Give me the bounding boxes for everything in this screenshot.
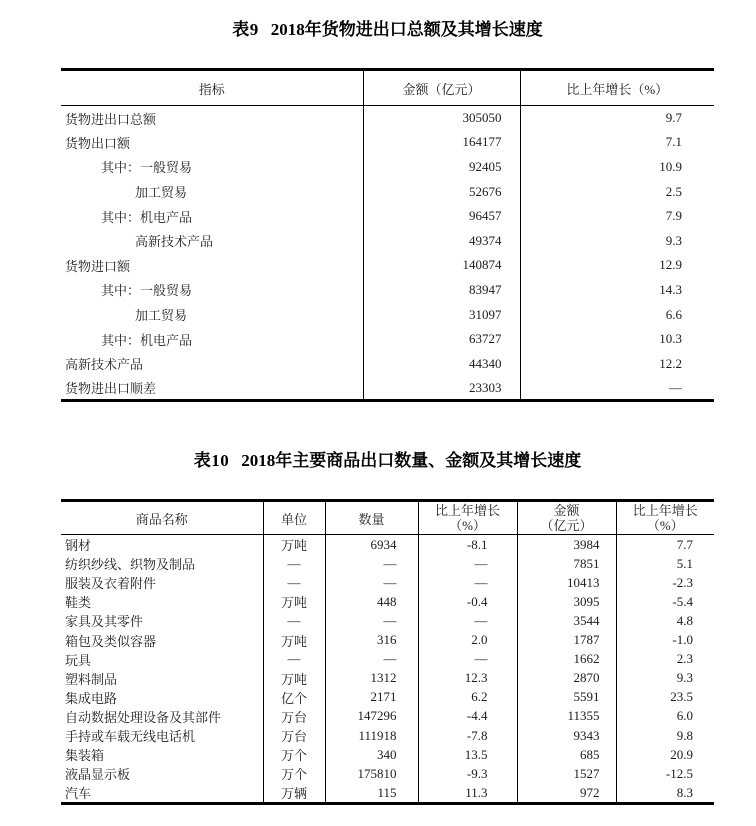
unit-cell: 万吨: [263, 669, 325, 688]
table9-title-text: 2018年货物进出口总额及其增长速度: [270, 20, 543, 39]
quantity-growth-header: 比上年增长 （%）: [418, 501, 517, 535]
indicator-cell: 其中：一般贸易: [101, 160, 193, 176]
table-row: [61, 554, 714, 573]
quantity-cell: —: [325, 650, 418, 669]
quantity-cell: 1312: [325, 669, 418, 688]
amount-cell: 52676: [363, 179, 520, 204]
product-cell: 集成电路: [65, 690, 118, 706]
amount-cell: 11355: [517, 707, 616, 726]
table10-title-text: 2018年主要商品出口数量、金额及其增长速度: [241, 451, 582, 471]
page-content: [61, 0, 714, 805]
quantity-cell: 147296: [325, 707, 418, 726]
product-cell: 手持或车载无线电话机: [65, 729, 196, 745]
product-cell: 纺织纱线、织物及制品: [65, 557, 196, 573]
quantity-growth-cell: 13.5: [418, 745, 517, 764]
product-cell: 塑料制品: [65, 671, 118, 687]
quantity-growth-cell: 12.3: [418, 669, 517, 688]
table-row: [61, 573, 714, 592]
quantity-cell: 316: [325, 631, 418, 650]
quantity-cell: 340: [325, 745, 418, 764]
growth-cell: 14.3: [520, 278, 714, 303]
unit-header: 单位: [263, 501, 325, 535]
indicator-cell: 货物进出口总额: [65, 111, 157, 127]
table10: [61, 499, 714, 805]
amount-cell: 1662: [517, 650, 616, 669]
amount-growth-cell: 6.0: [616, 707, 714, 726]
product-cell: 玩具: [65, 652, 92, 668]
table-row: [61, 302, 714, 327]
amount-growth-cell: 5.1: [616, 554, 714, 573]
quantity-cell: 111918: [325, 726, 418, 745]
table-row: [61, 688, 714, 707]
amount-cell: 140874: [363, 253, 520, 278]
indicator-cell: 加工贸易: [135, 185, 188, 201]
amount-cell: 1527: [517, 764, 616, 783]
table10-title: [61, 452, 714, 470]
product-cell: 汽车: [65, 786, 92, 802]
table-row: [61, 106, 714, 131]
amount-growth-cell: 9.8: [616, 726, 714, 745]
indicator-cell: 货物出口额: [65, 135, 131, 151]
table-row: [61, 650, 714, 669]
quantity-growth-cell: —: [418, 650, 517, 669]
quantity-growth-cell: —: [418, 554, 517, 573]
quantity-cell: 448: [325, 592, 418, 611]
indicator-header: 指标: [61, 70, 363, 106]
product-cell: 家具及其零件: [65, 614, 144, 630]
table-row: [61, 745, 714, 764]
product-cell: 鞋类: [65, 595, 92, 611]
quantity-header: 数量: [325, 501, 418, 535]
product-cell: 自动数据处理设备及其部件: [65, 709, 222, 725]
product-cell: 服装及衣着附件: [65, 576, 157, 592]
quantity-cell: —: [325, 554, 418, 573]
table-row: [61, 327, 714, 352]
table10-header-row: [61, 501, 714, 535]
growth-cell: 6.6: [520, 302, 714, 327]
indicator-cell: 货物进出口顺差: [65, 381, 157, 397]
table-row: [61, 707, 714, 726]
amount-cell: 1787: [517, 631, 616, 650]
amount-growth-cell: -2.3: [616, 573, 714, 592]
amount-cell: 7851: [517, 554, 616, 573]
table9: [61, 68, 714, 402]
amount-growth-cell: 20.9: [616, 745, 714, 764]
product-cell: 液晶显示板: [65, 767, 131, 783]
unit-cell: —: [263, 554, 325, 573]
product-header: 商品名称: [61, 501, 263, 535]
unit-cell: —: [263, 650, 325, 669]
quantity-growth-cell: -0.4: [418, 592, 517, 611]
table-row: [61, 253, 714, 278]
amount-cell: 96457: [363, 204, 520, 229]
table-row: [61, 611, 714, 630]
growth-header: 比上年增长（%）: [520, 70, 714, 106]
product-cell: 集装箱: [65, 748, 105, 764]
table-row: [61, 179, 714, 204]
indicator-cell: 其中：机电产品: [101, 332, 193, 348]
growth-cell: 12.2: [520, 351, 714, 376]
growth-cell: 2.5: [520, 179, 714, 204]
amount-cell: 2870: [517, 669, 616, 688]
table-row: [61, 155, 714, 180]
amount-cell: 23303: [363, 376, 520, 401]
amount-cell: 83947: [363, 278, 520, 303]
table-row: [61, 764, 714, 783]
amount-growth-cell: -1.0: [616, 631, 714, 650]
amount-cell: 49374: [363, 228, 520, 253]
quantity-cell: 115: [325, 783, 418, 804]
quantity-cell: 175810: [325, 764, 418, 783]
indicator-cell: 高新技术产品: [65, 357, 144, 373]
table-row: [61, 204, 714, 229]
amount-cell: 305050: [363, 106, 520, 131]
product-cell: 钢材: [65, 538, 92, 554]
table9-header-row: [61, 70, 714, 106]
table-row: [61, 631, 714, 650]
table-row: [61, 376, 714, 401]
unit-cell: 万个: [263, 745, 325, 764]
table-row: [61, 351, 714, 376]
unit-cell: 万台: [263, 707, 325, 726]
quantity-growth-cell: -4.4: [418, 707, 517, 726]
unit-cell: 万吨: [263, 631, 325, 650]
unit-cell: —: [263, 573, 325, 592]
table-row: [61, 592, 714, 611]
table-row: [61, 278, 714, 303]
quantity-growth-cell: -8.1: [418, 535, 517, 555]
growth-cell: 10.9: [520, 155, 714, 180]
amount-growth-cell: 9.3: [616, 669, 714, 688]
amount-cell: 63727: [363, 327, 520, 352]
amount-growth-cell: 8.3: [616, 783, 714, 804]
amount-header: 金额 （亿元）: [517, 501, 616, 535]
amount-cell: 10413: [517, 573, 616, 592]
amount-header: 金额（亿元）: [363, 70, 520, 106]
growth-cell: —: [520, 376, 714, 401]
amount-cell: 92405: [363, 155, 520, 180]
amount-growth-cell: 4.8: [616, 611, 714, 630]
quantity-cell: 6934: [325, 535, 418, 555]
amount-cell: 9343: [517, 726, 616, 745]
quantity-growth-cell: —: [418, 573, 517, 592]
amount-cell: 5591: [517, 688, 616, 707]
amount-cell: 44340: [363, 351, 520, 376]
unit-cell: 万台: [263, 726, 325, 745]
product-cell: 箱包及类似容器: [65, 633, 157, 649]
growth-cell: 7.1: [520, 130, 714, 155]
table-row: [61, 726, 714, 745]
quantity-cell: —: [325, 611, 418, 630]
growth-cell: 9.3: [520, 228, 714, 253]
quantity-growth-cell: 2.0: [418, 631, 517, 650]
growth-cell: 9.7: [520, 106, 714, 131]
quantity-growth-cell: -7.8: [418, 726, 517, 745]
amount-cell: 3095: [517, 592, 616, 611]
unit-cell: 万个: [263, 764, 325, 783]
table-row: [61, 669, 714, 688]
table-row: [61, 535, 714, 555]
amount-growth-cell: -5.4: [616, 592, 714, 611]
unit-cell: 亿个: [263, 688, 325, 707]
quantity-growth-cell: 6.2: [418, 688, 517, 707]
amount-cell: 31097: [363, 302, 520, 327]
amount-cell: 164177: [363, 130, 520, 155]
amount-cell: 3544: [517, 611, 616, 630]
quantity-growth-cell: -9.3: [418, 764, 517, 783]
table10-title-prefix: 表10: [193, 451, 230, 471]
table9-title-prefix: 表9: [232, 20, 259, 39]
unit-cell: —: [263, 611, 325, 630]
indicator-cell: 货物进口额: [65, 258, 131, 274]
unit-cell: 万辆: [263, 783, 325, 804]
table-row: [61, 130, 714, 155]
indicator-cell: 加工贸易: [135, 308, 188, 324]
quantity-cell: 2171: [325, 688, 418, 707]
amount-growth-header: 比上年增长 （%）: [616, 501, 714, 535]
table-row: [61, 228, 714, 253]
quantity-cell: —: [325, 573, 418, 592]
quantity-growth-cell: —: [418, 611, 517, 630]
amount-growth-cell: -12.5: [616, 764, 714, 783]
amount-cell: 972: [517, 783, 616, 804]
amount-growth-cell: 23.5: [616, 688, 714, 707]
amount-cell: 3984: [517, 535, 616, 555]
growth-cell: 12.9: [520, 253, 714, 278]
growth-cell: 10.3: [520, 327, 714, 352]
unit-cell: 万吨: [263, 535, 325, 555]
indicator-cell: 高新技术产品: [135, 234, 214, 250]
unit-cell: 万吨: [263, 592, 325, 611]
growth-cell: 7.9: [520, 204, 714, 229]
indicator-cell: 其中：机电产品: [101, 209, 193, 225]
amount-growth-cell: 2.3: [616, 650, 714, 669]
table9-title: [61, 0, 714, 39]
indicator-cell: 其中：一般贸易: [101, 283, 193, 299]
amount-cell: 685: [517, 745, 616, 764]
table-row: [61, 783, 714, 804]
quantity-growth-cell: 11.3: [418, 783, 517, 804]
amount-growth-cell: 7.7: [616, 535, 714, 555]
